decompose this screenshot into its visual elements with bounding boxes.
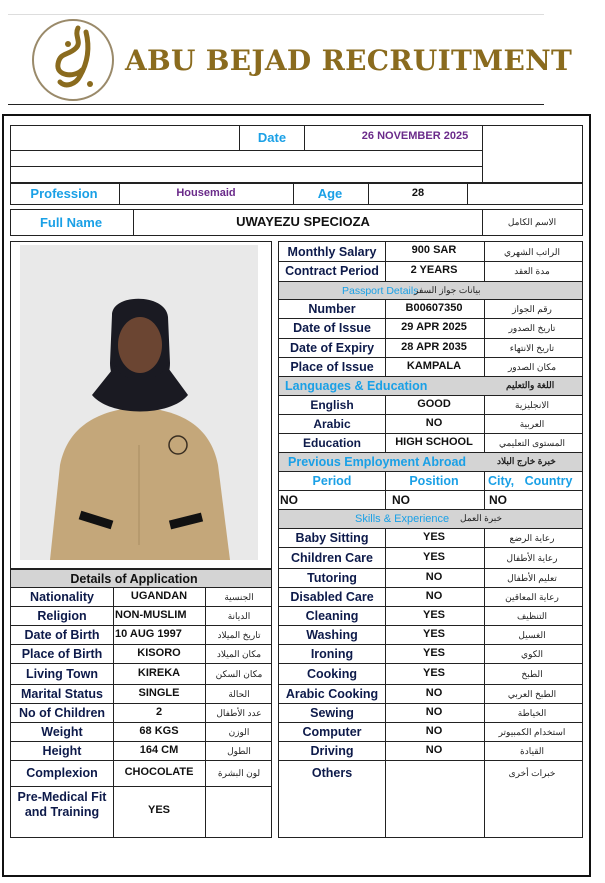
skill-value: YES [422, 530, 446, 543]
contract-period-value: 2 YEARS [410, 264, 458, 276]
contract-period-label: Contract Period [285, 264, 379, 278]
skill-value: NO [425, 686, 443, 699]
skill-ar: الطبخ العربي [507, 688, 557, 699]
skill-value: NO [425, 589, 443, 602]
skills-section-title-ar: خبرة العمل [460, 513, 503, 523]
skill-ar: الغسيل [518, 629, 546, 640]
skill-ar: الكوي [521, 648, 543, 659]
application-ar: مكان السكن [215, 668, 263, 679]
calligraphy-logo-icon [30, 18, 118, 102]
skill-value: NO [425, 743, 443, 756]
application-value: SINGLE [138, 686, 180, 699]
passport-number-label: Number [308, 302, 356, 316]
skill-label: Cleaning [305, 608, 359, 623]
languages-section-title-ar: اللغة والتعليم [506, 380, 555, 390]
application-ar: عدد الأطفال [216, 707, 262, 718]
application-label: Place of Birth [21, 646, 103, 661]
english-ar: الانجليزية [515, 400, 549, 410]
application-label: Height [42, 743, 82, 758]
application-label: Living Town [26, 666, 98, 681]
skill-value: YES [422, 550, 446, 563]
person-photo-icon [20, 245, 258, 560]
expiry-date-ar: تاريخ الانتهاء [509, 343, 555, 353]
arabic-value: NO [425, 417, 443, 429]
skill-ar: التنظيف [516, 610, 548, 621]
application-ar: مكان الميلاد [216, 648, 262, 659]
candidate-photo [20, 245, 258, 560]
place-of-issue-label: Place of Issue [290, 360, 374, 374]
age-value: 28 [411, 187, 425, 199]
application-ar: لون البشرة [217, 768, 261, 778]
skill-label: Washing [306, 627, 358, 642]
salary-value: 900 SAR [411, 244, 457, 256]
issue-date-value: 29 APR 2025 [401, 321, 467, 333]
skill-value: NO [425, 724, 443, 737]
date-value: 26 NOVEMBER 2025 [361, 130, 469, 142]
expiry-date-value: 28 APR 2035 [401, 341, 467, 353]
passport-number-value: B00607350 [405, 302, 463, 314]
expiry-date-label: Date of Expiry [289, 341, 375, 355]
application-ar: الوزن [228, 726, 250, 737]
full-name-ar: الاسم الكامل [507, 217, 557, 227]
skill-ar: استخدام الكمبيوتر [498, 726, 566, 737]
application-value: NON-MUSLIM [115, 608, 187, 621]
education-label: Education [302, 436, 362, 450]
application-label: Religion [37, 608, 87, 623]
full-name-value: UWAYEZU SPECIOZA [236, 214, 370, 229]
skill-ar: خبرات أخرى [508, 768, 556, 778]
application-label: No of Children [18, 705, 106, 720]
skill-value: YES [422, 608, 446, 621]
skill-label: Arabic Cooking [285, 686, 379, 701]
application-label: Weight [41, 724, 83, 739]
skill-label: Baby Sitting [295, 530, 369, 545]
skill-label: Cooking [307, 666, 357, 681]
header [0, 0, 605, 110]
education-ar: المستوى التعليمي [498, 438, 566, 448]
place-of-issue-value: KAMPALA [406, 360, 462, 372]
skill-ar: رعاية المعاقين [505, 591, 559, 602]
application-label: Date of Birth [24, 627, 100, 642]
application-value: CHOCOLATE [124, 766, 194, 778]
salary-ar: الراتب الشهري [504, 247, 560, 257]
application-ar: الطول [227, 745, 251, 756]
passport-section-title: Passport Details [342, 285, 419, 297]
period-header: Period [312, 474, 352, 488]
application-section-title: Details of Application [70, 572, 198, 586]
skill-value: NO [425, 705, 443, 718]
application-ar: الجنسية [224, 591, 254, 602]
application-ar: الديانة [227, 610, 251, 621]
skill-label: Sewing [310, 705, 354, 720]
premedical-value: YES [147, 804, 171, 816]
application-label: Complexion [26, 766, 98, 780]
application-label: Nationality [30, 589, 94, 604]
application-label: Marital Status [21, 686, 103, 701]
company-name: ABU BEJAD RECRUITMENT [125, 44, 573, 77]
skill-value: NO [425, 570, 443, 583]
position-value: NO [392, 493, 410, 507]
skill-value: YES [422, 666, 446, 679]
skill-ar: تعليم الأطفال [507, 572, 557, 583]
application-ar: الحالة [228, 688, 250, 699]
premedical-label-1: Pre-Medical Fit [17, 790, 107, 804]
skill-ar: رعاية الأطفال [506, 552, 558, 563]
skill-label: Tutoring [307, 570, 357, 585]
salary-label: Monthly Salary [287, 245, 377, 259]
age-label: Age [317, 186, 343, 201]
city-country-header: City, Country [488, 474, 573, 488]
application-value: KIREKA [137, 666, 181, 679]
application-value: UGANDAN [130, 589, 188, 602]
contract-period-ar: مدة العقد [514, 266, 550, 276]
profession-label: Profession [30, 186, 98, 201]
application-value: 68 KGS [139, 724, 179, 737]
skill-label: Driving [310, 743, 354, 758]
application-ar: تاريخ الميلاد [217, 629, 261, 640]
arabic-ar: العربية [519, 419, 545, 429]
english-label: English [310, 398, 354, 412]
issue-date-label: Date of Issue [293, 321, 371, 335]
skill-value: YES [422, 627, 446, 640]
skill-label: Others [311, 766, 353, 780]
application-value: KISORO [137, 646, 181, 659]
skill-label: Ironing [310, 646, 354, 661]
position-header: Position [409, 474, 459, 488]
arabic-label: Arabic [313, 417, 351, 431]
period-value: NO [280, 493, 298, 507]
education-value: HIGH SCHOOL [395, 436, 473, 448]
skill-value: YES [422, 646, 446, 659]
date-block [10, 125, 583, 183]
skill-label: Disabled Care [290, 589, 374, 604]
country-value: NO [489, 493, 507, 507]
previous-employment-title: Previous Employment Abroad [288, 455, 467, 469]
english-value: GOOD [417, 398, 451, 410]
skill-ar: رعاية الرضع [509, 532, 555, 543]
skill-label: Computer [302, 724, 362, 739]
full-name-label: Full Name [39, 215, 103, 230]
application-value: 10 AUG 1997 [115, 627, 182, 640]
skill-label: Children Care [291, 550, 373, 565]
application-value: 2 [155, 705, 163, 718]
skill-ar: الخياطة [517, 707, 547, 718]
skill-ar: القيادة [520, 745, 544, 756]
previous-employment-title-ar: خبرة خارج البلاد [497, 456, 556, 466]
languages-section-title: Languages & Education [285, 379, 428, 393]
skills-section-title: Skills & Experience [355, 513, 450, 525]
skill-ar: الطبخ [521, 668, 543, 679]
passport-number-ar: رقم الجواز [512, 304, 552, 314]
premedical-label-2: and Training [24, 805, 100, 819]
place-of-issue-ar: مكان الصدور [507, 362, 557, 372]
passport-section-title-ar: بيانات جواز السفر [414, 285, 481, 295]
application-value: 164 CM [139, 743, 179, 756]
date-label: Date [257, 130, 287, 145]
profession-value: Housemaid [176, 187, 236, 199]
issue-date-ar: تاريخ الصدور [508, 323, 556, 333]
